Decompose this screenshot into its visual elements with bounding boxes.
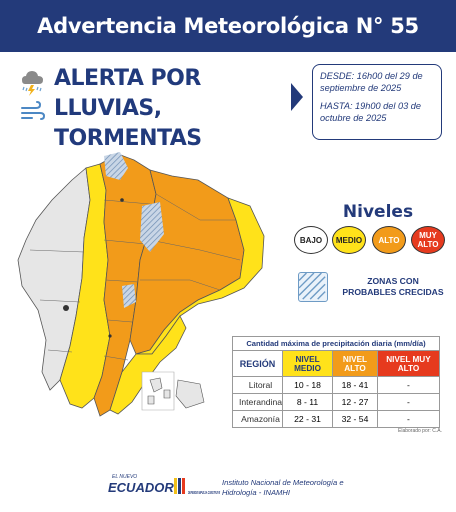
table-row (233, 411, 440, 428)
logo-main-text: ECUADOR (108, 480, 174, 495)
date-from: DESDE: 16h00 del 29 de septiembre de 2025 (320, 71, 423, 93)
table-caption: Cantidad máxima de precipitación diaria (mm/día) (233, 337, 440, 351)
alert-line-1: ALERTA POR LLUVIAS, (54, 66, 201, 121)
validity-dates-box (312, 64, 442, 140)
level-medio: MEDIO (332, 226, 366, 254)
level-muy-alto: MUY ALTO (411, 226, 445, 254)
table-credit: Elaborado por: C.A. (398, 428, 442, 434)
precipitation-table (232, 336, 440, 428)
row-alto: 12 - 27 (333, 394, 378, 411)
row-region: Amazonía (233, 411, 283, 428)
header-muy-alto: NIVEL MUY ALTO (377, 351, 439, 377)
row-region: Interandina (233, 394, 283, 411)
flood-zone-legend-label (332, 276, 454, 298)
flood-zone-label-line-1: ZONAS CON (367, 276, 419, 286)
alert-icons (20, 68, 46, 126)
header-alto: NIVEL ALTO (333, 351, 378, 377)
levels-title: Niveles (342, 202, 414, 222)
ecuador-government-logo (106, 470, 222, 500)
level-bajo: BAJO (294, 226, 328, 254)
flood-zone-label-line-2: PROBABLES CRECIDAS (342, 287, 444, 297)
wind-icon (22, 102, 44, 119)
row-medio: 8 - 11 (283, 394, 333, 411)
city-marker (108, 334, 111, 337)
row-alto: 32 - 54 (333, 411, 378, 428)
city-marker (63, 305, 69, 311)
header-medio: NIVEL MEDIO (283, 351, 333, 377)
row-muy-alto: - (377, 411, 439, 428)
table-row (233, 394, 440, 411)
row-medio: 22 - 31 (283, 411, 333, 428)
logo-slogan-text: DEFIENDE IMPULSA CONSTRUYE (188, 490, 221, 495)
galapagos-inset (142, 372, 204, 410)
levels-legend (292, 226, 456, 256)
date-to: HASTA: 19h00 del 03 de octubre de 2025 (320, 101, 421, 123)
chevron-right-icon (290, 82, 304, 112)
logo-small-text: EL NUEVO (112, 474, 138, 480)
header-region: REGIÓN (233, 351, 283, 377)
row-muy-alto: - (377, 394, 439, 411)
row-medio: 10 - 18 (283, 377, 333, 394)
alert-line-2: TORMENTAS (54, 126, 202, 151)
storm-cloud-icon (22, 71, 43, 96)
institute-name (222, 478, 372, 498)
warning-title: Advertencia Meteorológica N° 55 (37, 14, 419, 38)
row-region: Litoral (233, 377, 283, 394)
row-muy-alto: - (377, 377, 439, 394)
row-alto: 18 - 41 (333, 377, 378, 394)
warning-header (0, 0, 456, 52)
city-marker (120, 198, 124, 202)
institute-line-2: Hidrología - INAMHI (222, 488, 290, 497)
level-alto: ALTO (372, 226, 406, 254)
table-row (233, 377, 440, 394)
institute-line-1: Instituto Nacional de Meteorología e (222, 478, 344, 487)
flood-zone-legend-icon (298, 272, 328, 302)
